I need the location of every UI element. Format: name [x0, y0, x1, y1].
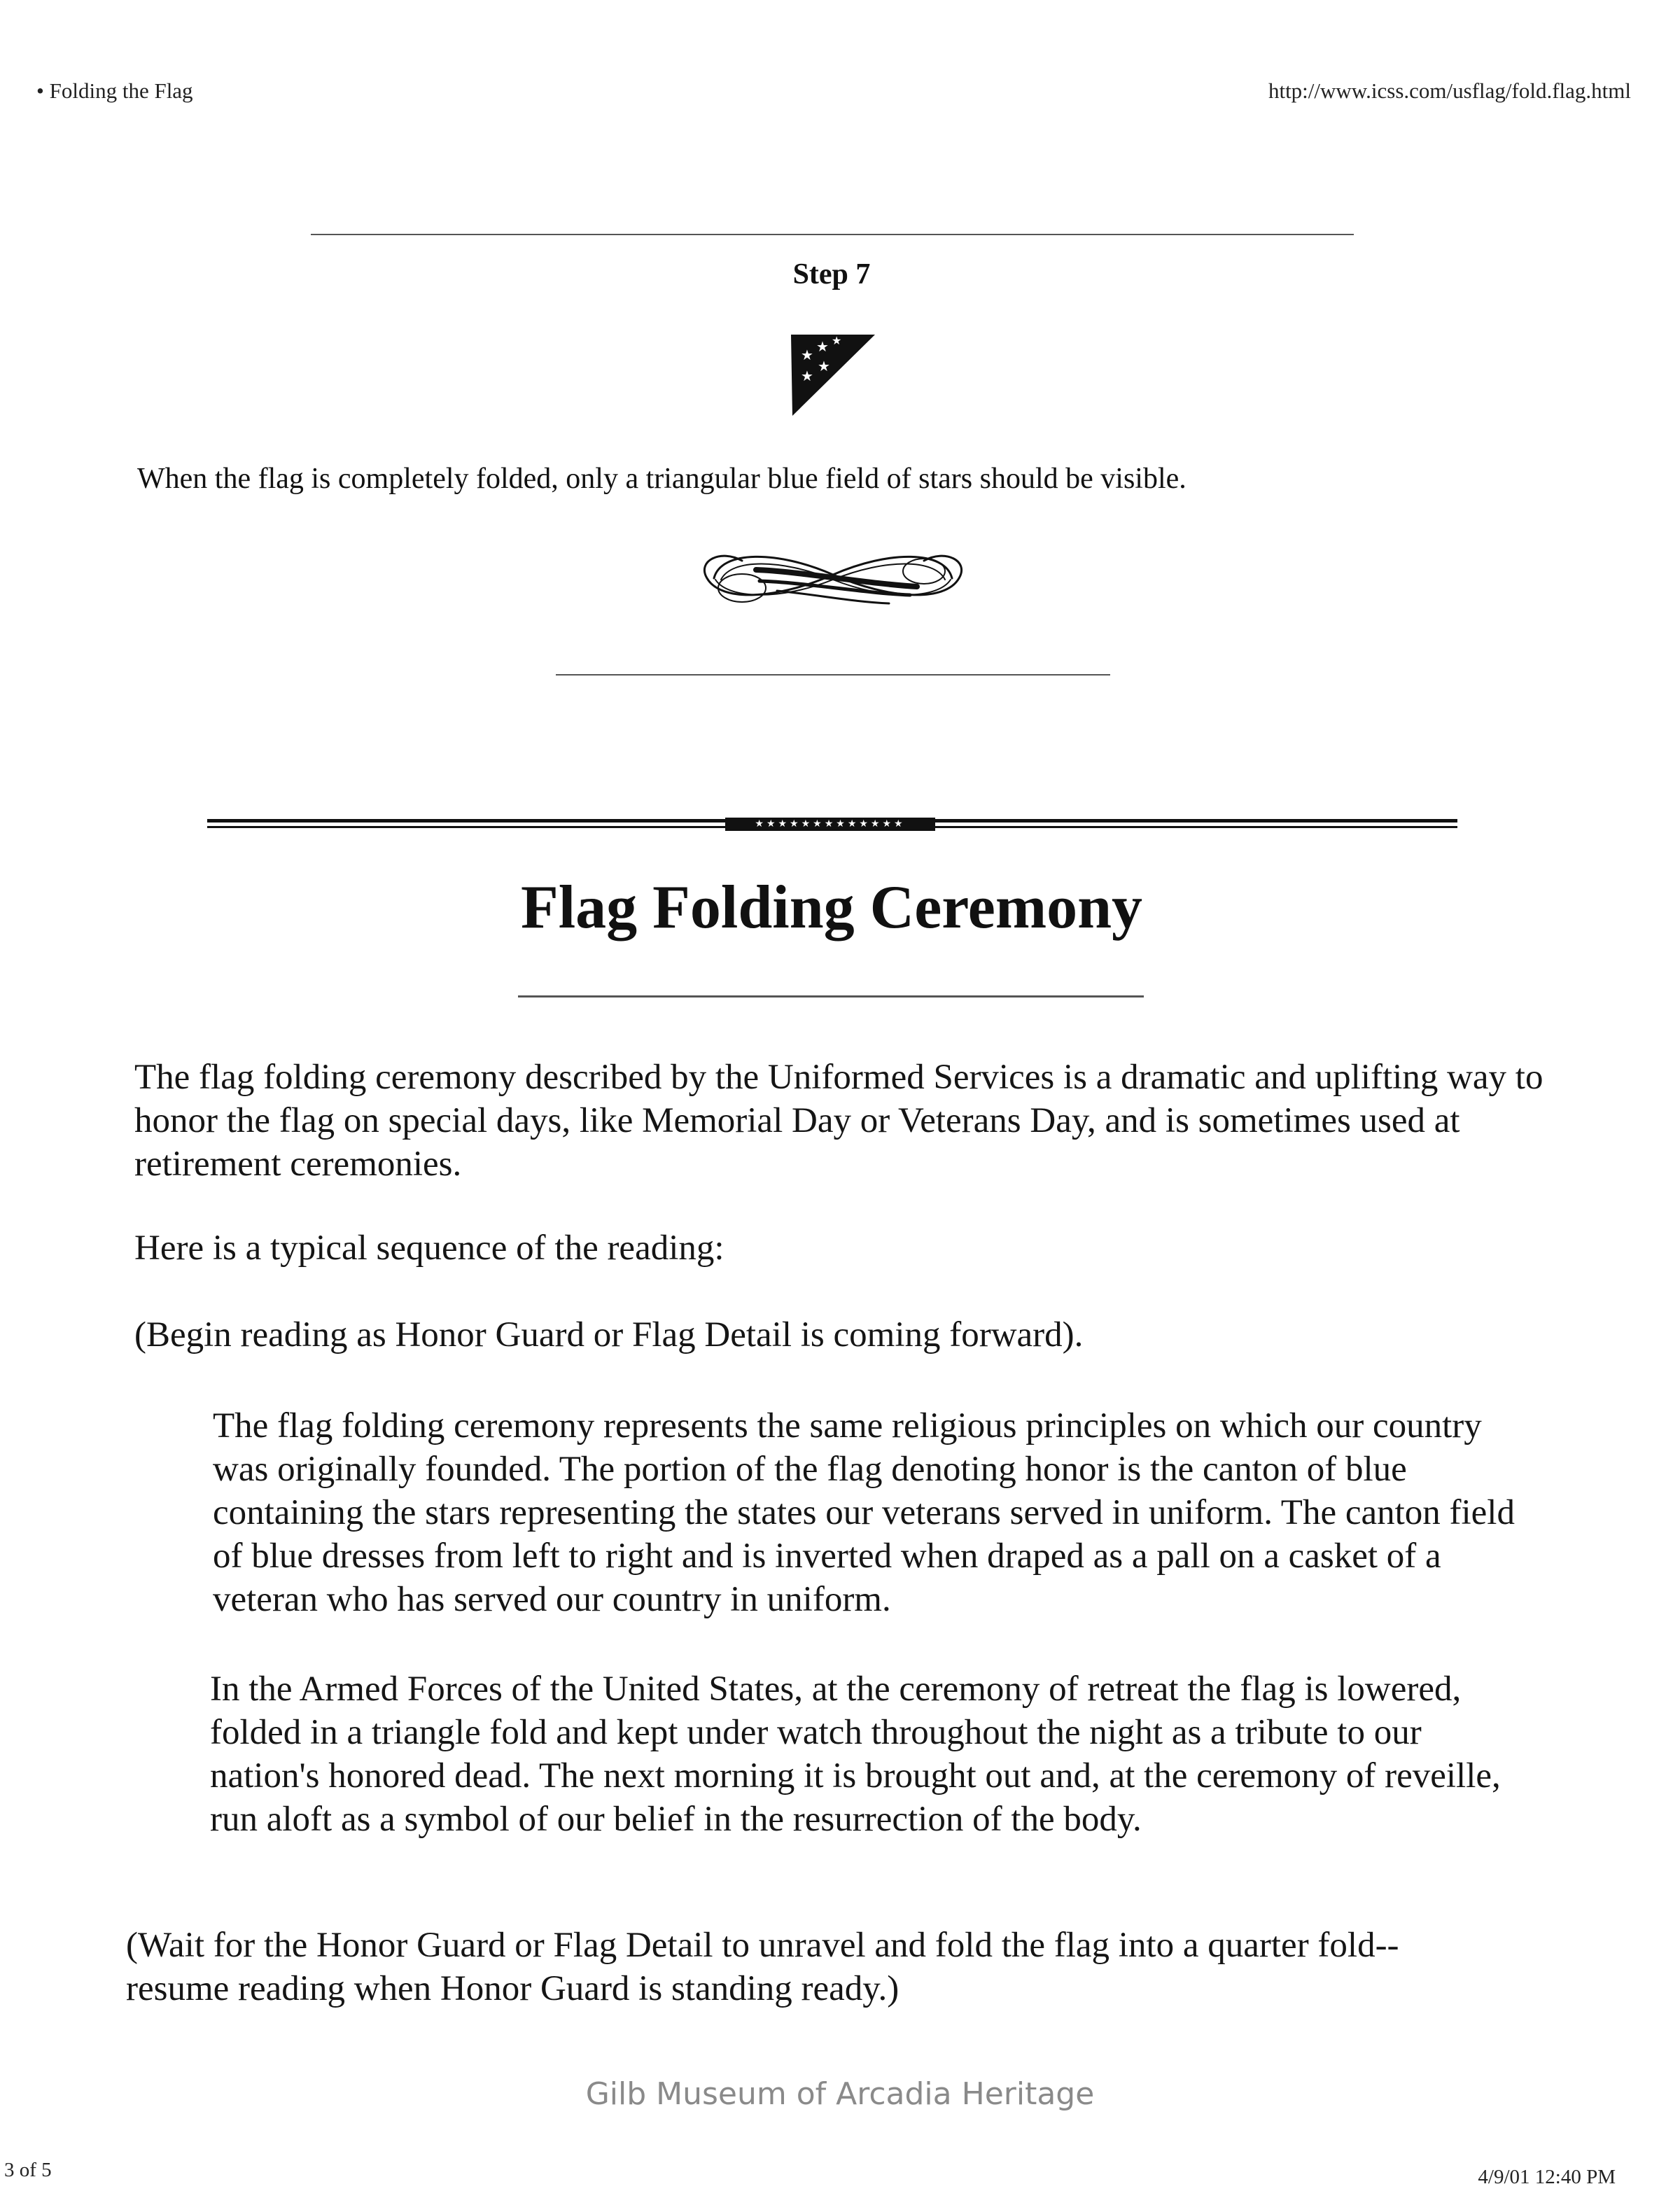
ceremony-paragraph-2: In the Armed Forces of the United States, at the ceremony of retreat the flag is lowered, folded in a triangle fold and kept under watch throughout the night as a tribute to our nation's honored dead. The next morning it is brought out and, at the ceremony of reveille, run aloft as a symbol of our belief in the resurrection of the body. [210, 1670, 1501, 1839]
ceremony-paragraph-1: The flag folding ceremony represents the same religious principles on which our country was originally founded. The portion of the flag denoting honor is the canton of blue containing the stars representing the states our veterans served in uniform. The canton field of blue dresses from left to right and is inverted when draped as a pall on a casket of a veteran who has served our country in uniform. [213, 1406, 1515, 1619]
bullet-icon: • [36, 78, 44, 103]
star-bar-stars: ★★★★★★★★★★★★★ [725, 818, 935, 831]
page-count: 3 of 5 [4, 2159, 52, 2181]
svg-text:★: ★ [801, 346, 813, 363]
svg-text:★: ★ [801, 368, 813, 384]
step-caption: When the flag is completely folded, only a triangular blue field of stars should be visible. [137, 463, 1186, 495]
star-bar-divider [207, 818, 1457, 832]
begin-reading-note: (Begin reading as Honor Guard or Flag Detail is coming forward). [134, 1315, 1084, 1354]
sequence-intro: Here is a typical sequence of the reading: [134, 1228, 724, 1268]
wait-note: (Wait for the Honor Guard or Flag Detail to unravel and fold the flag into a quarter fold--resume reading when Honor Guard is standing ready.) [126, 1926, 1399, 2008]
top-divider [311, 234, 1354, 235]
ceremony-title: Flag Folding Ceremony [520, 874, 1143, 941]
ceremony-intro: The flag folding ceremony described by the Uniformed Services is a dramatic and uplifting way to honor the flag on special days, like Memorial Day or Veterans Day, and is sometimes used at retirement ceremonies. [134, 1058, 1544, 1184]
svg-text:★: ★ [818, 358, 830, 374]
step-title: Step 7 [792, 258, 871, 290]
title-underline [518, 995, 1144, 997]
page-header-url: http://www.icss.com/usflag/fold.flag.html [1268, 78, 1631, 103]
svg-text:★: ★ [832, 334, 842, 347]
svg-text:★: ★ [816, 338, 829, 355]
print-timestamp: 4/9/01 12:40 PM [1478, 2166, 1616, 2188]
folded-flag-triangle-icon [787, 332, 878, 420]
page-header-title [36, 78, 193, 104]
museum-watermark: Gilb Museum of Arcadia Heritage [585, 2076, 1095, 2112]
header-title-text: Folding the Flag [49, 78, 193, 103]
flourish-ornament [693, 529, 973, 627]
flourish-underline [556, 674, 1110, 676]
